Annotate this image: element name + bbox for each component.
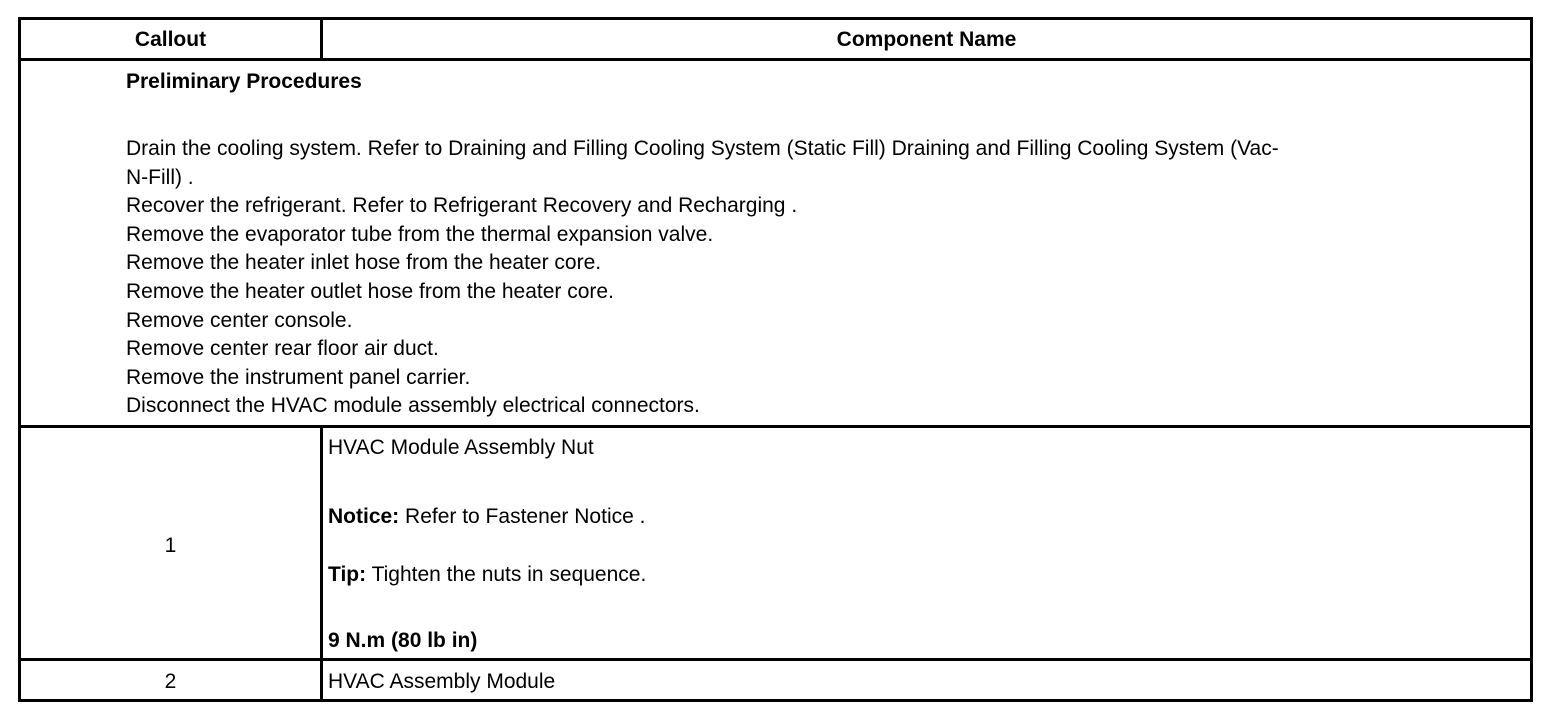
header-callout: Callout (134, 28, 207, 51)
table-border-top (18, 17, 1533, 20)
header-divider (18, 58, 1533, 61)
table-border-right (1530, 17, 1533, 702)
step: Disconnect the HVAC module assembly electrical connectors. (126, 394, 700, 418)
notice-text: Refer to Fastener Notice . (399, 505, 646, 528)
tip-label: Tip: (328, 563, 367, 586)
step: Remove the instrument panel carrier. (126, 365, 471, 389)
step: Remove the heater inlet hose from the heater core. (126, 251, 602, 275)
preliminary-title: Preliminary Procedures (126, 70, 362, 93)
step: Remove the heater outlet hose from the heater core. (126, 280, 614, 303)
tip (328, 561, 646, 590)
step: Remove center rear floor air duct. (126, 337, 439, 361)
column-divider-rows (320, 425, 323, 702)
row-divider (18, 658, 1533, 661)
component-name: HVAC Module Assembly Nut (328, 436, 594, 459)
callout-number: 1 (164, 534, 177, 557)
preliminary-divider (18, 425, 1533, 428)
callout-number: 2 (164, 670, 177, 693)
notice-label: Notice: (328, 505, 400, 528)
component-name: HVAC Assembly Module (328, 670, 556, 693)
header-component-name: Component Name (836, 28, 1017, 51)
notice (328, 503, 645, 532)
step: Remove the evaporator tube from the thermal expansion valve. (126, 222, 714, 246)
torque-spec: 9 N.m (80 lb in) (328, 629, 478, 652)
table-border-bottom (18, 699, 1533, 702)
step: Recover the refrigerant. Refer to Refrigerant Recovery and Recharging . (126, 194, 798, 218)
step: Remove center console. (126, 308, 353, 332)
step: Drain the cooling system. Refer to Draining and Filling Cooling System (Static Fill) Draining and Filling Cooling System (Vac- (126, 137, 1279, 160)
step: N-Fill) . (126, 165, 194, 189)
tip-text: Tighten the nuts in sequence. (366, 563, 647, 586)
table-border-left (18, 17, 21, 702)
